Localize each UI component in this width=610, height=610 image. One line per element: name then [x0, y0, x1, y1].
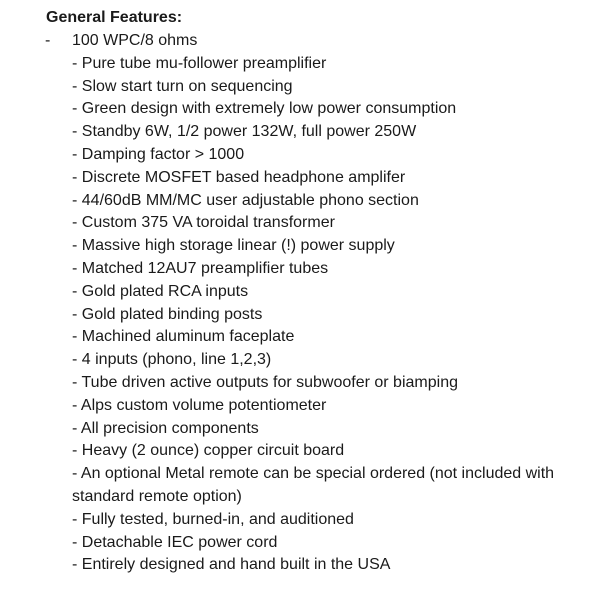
feature-item: - Pure tube mu-follower preamplifier: [72, 54, 327, 72]
feature-item: - Detachable IEC power cord: [72, 533, 278, 551]
feature-item: - 4 inputs (phono, line 1,2,3): [72, 351, 272, 369]
list-bullet-marker: -: [45, 32, 51, 49]
feature-item: - Standby 6W, 1/2 power 132W, full power 250W: [72, 123, 417, 141]
feature-item: - Fully tested, burned-in, and auditioned: [72, 510, 354, 528]
feature-item: - Matched 12AU7 preamplifier tubes: [72, 259, 329, 277]
feature-item: - Alps custom volume potentiometer: [72, 396, 327, 414]
feature-item: - Machined aluminum faceplate: [72, 328, 295, 346]
feature-item: - Discrete MOSFET based headphone amplifer: [72, 168, 406, 186]
feature-item: - All precision components: [72, 419, 259, 437]
feature-item-optional-remote: - An optional Metal remote can be special ordered (not included with standard remote option): [72, 465, 555, 505]
feature-item-power-rating: 100 WPC/8 ohms: [72, 32, 198, 49]
feature-item: - Tube driven active outputs for subwoofer or biamping: [72, 373, 458, 391]
feature-item: - Damping factor > 1000: [72, 145, 245, 163]
feature-item: - Gold plated RCA inputs: [72, 282, 249, 300]
feature-item: - Entirely designed and hand built in the USA: [72, 556, 391, 574]
feature-item: - Slow start turn on sequencing: [72, 77, 293, 95]
feature-item: - Massive high storage linear (!) power supply: [72, 237, 395, 255]
section-heading: General Features:: [46, 9, 183, 26]
feature-item: - 44/60dB MM/MC user adjustable phono section: [72, 191, 419, 209]
feature-item: - Custom 375 VA toroidal transformer: [72, 214, 335, 232]
feature-item: - Heavy (2 ounce) copper circuit board: [72, 442, 345, 460]
feature-list: [72, 30, 602, 577]
feature-item: - Gold plated binding posts: [72, 305, 263, 323]
feature-item: - Green design with extremely low power consumption: [72, 100, 457, 118]
